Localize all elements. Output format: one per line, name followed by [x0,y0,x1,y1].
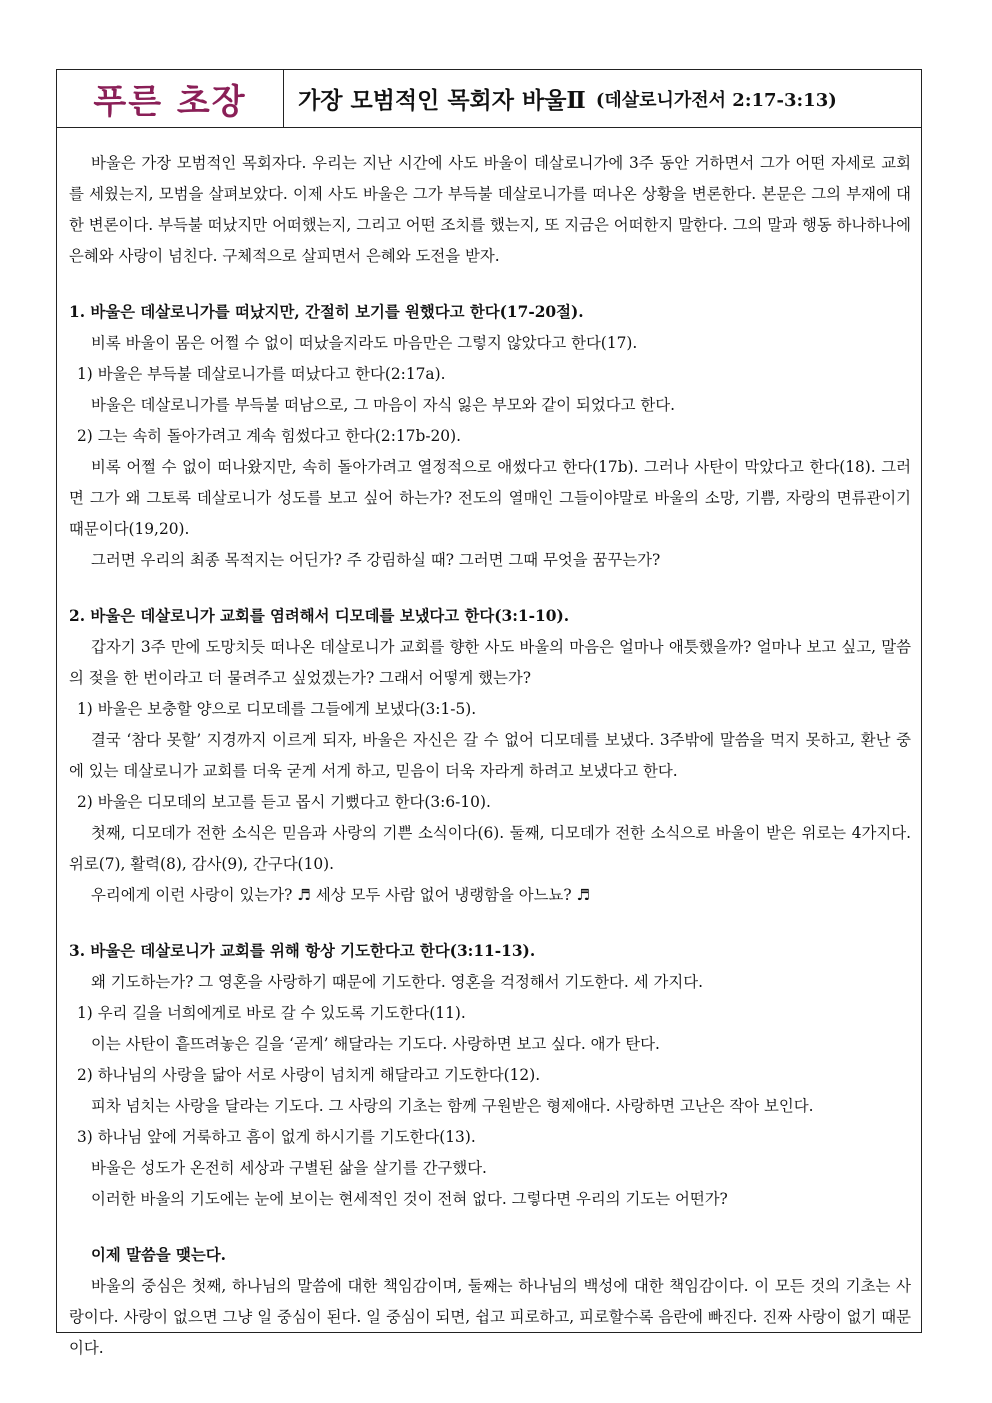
paragraph: 이러한 바울의 기도에는 눈에 보이는 현세적인 것이 전혀 없다. 그렇다면 우리의 기도는 어떤가? [91,1190,728,1208]
subpoint: 1) 바울은 보충할 양으로 디모데를 그들에게 보냈다(3:1-5). [77,700,477,718]
subpoint: 2) 하나님의 사랑을 닮아 서로 사랑이 넘치게 해달라고 기도한다(12). [77,1066,541,1084]
section-heading: 2. 바울은 데살로니가 교회를 염려해서 디모데를 보냈다고 한다(3:1-10). [69,607,570,625]
intro-paragraph: 바울은 가장 모범적인 목회자다. 우리는 지난 시간에 사도 바울이 데살로니가에 3주 동안 거하면서 그가 어떤 자세로 교회를 세웠는지, 모범을 살펴보았다. 이제 사도 바울은 그가 부득불 데살로니가를 떠나온 상황을 변론한다. 본문은 그의 부재에 대한 변론이다. 부득불 떠났지만 어떠했는지, 그리고 어떤 조치를 했는지, 또 지금은 어떠한지 말한다. 그의 말과 행동 하나하나에 은혜와 사랑이 넘친다. 구체적으로 살피면서 은혜와 도전을 받자. [69,154,911,265]
section-3 [69,936,911,1215]
conclusion-heading: 이제 말씀을 맺는다. [91,1246,227,1264]
paragraph: 비록 어쩔 수 없이 떠나왔지만, 속히 돌아가려고 열정적으로 애썼다고 한다(17b). 그러나 사탄이 막았다고 한다(18). 그러면 그가 왜 그토록 데살로니가 성도를 보고 싶어 하는가? 전도의 열매인 그들이야말로 바울의 소망, 기쁨, 자랑의 면류관이기 때문이다(19,20). [69,458,911,538]
paragraph: 갑자기 3주 만에 도망치듯 떠나온 데살로니가 교회를 향한 사도 바울의 마음은 얼마나 애틋했을까? 얼마나 보고 싶고, 말씀의 젖을 한 번이라고 더 물려주고 싶었겠는가? 그래서 어떻게 했는가? [69,638,911,687]
paragraph: 그러면 우리의 최종 목적지는 어딘가? 주 강림하실 때? 그러면 그때 무엇을 꿈꾸는가? [91,551,661,569]
subpoint: 1) 우리 길을 너희에게로 바로 갈 수 있도록 기도한다(11). [77,1004,466,1022]
subpoint: 1) 바울은 부득불 데살로니가를 떠났다고 한다(2:17a). [77,365,446,383]
conclusion-paragraph: 바울의 중심은 첫째, 하나님의 말씀에 대한 책임감이며, 둘째는 하나님의 백성에 대한 책임감이다. 이 모든 것의 기초는 사랑이다. 사랑이 없으면 그냥 일 중심이 된다. 일 중심이 되면, 쉽고 피로하고, 피로할수록 음란에 빠진다. 진짜 사랑이 없기 때문이다. [69,1277,911,1357]
scripture-reference: (데살로니가전서 2:17-3:13) [595,89,837,111]
subpoint: 3) 하나님 앞에 거룩하고 흠이 없게 하시기를 기도한다(13). [77,1128,476,1146]
header [57,70,921,128]
paragraph: 첫째, 디모데가 전한 소식은 믿음과 사랑의 기쁜 소식이다(6). 둘째, 디모데가 전한 소식으로 바울이 받은 위로는 4가지다. 위로(7), 활력(8), 감사(9), 간구다(10). [69,824,911,873]
section-1 [69,297,911,576]
sermon-title-text: 가장 모범적인 목회자 바울Ⅱ [298,87,586,114]
paragraph: 왜 기도하는가? 그 영혼을 사랑하기 때문에 기도한다. 영혼을 걱정해서 기도한다. 세 가지다. [91,973,703,991]
sermon-title [284,70,921,127]
paragraph: 바울은 데살로니가를 부득불 떠남으로, 그 마음이 자식 잃은 부모와 같이 되었다고 한다. [91,396,675,414]
subpoint: 2) 그는 속히 돌아가려고 계속 힘썼다고 한다(2:17b-20). [77,427,461,445]
paragraph: 우리에게 이런 사랑이 있는가? ♬ 세상 모두 사람 없어 냉랭함을 아느뇨? ♬ [91,886,591,904]
paragraph: 바울은 성도가 온전히 세상과 구별된 삶을 살기를 간구했다. [91,1159,487,1177]
sermon-body [57,128,921,1364]
paragraph: 피차 넘치는 사랑을 달라는 기도다. 그 사랑의 기초는 함께 구원받은 형제애다. 사랑하면 고난은 작아 보인다. [91,1097,814,1115]
page-frame [56,69,922,1357]
section-heading: 1. 바울은 데살로니가를 떠났지만, 간절히 보기를 원했다고 한다(17-20절). [69,303,584,321]
subpoint: 2) 바울은 디모데의 보고를 듣고 몹시 기뻤다고 한다(3:6-10). [77,793,491,811]
paragraph: 비록 바울이 몸은 어쩔 수 없이 떠났을지라도 마음만은 그렇지 않았다고 한다(17). [91,334,638,352]
section-2 [69,601,911,911]
brand-title: 푸른 초장 [57,70,284,127]
section-heading: 3. 바울은 데살로니가 교회를 위해 항상 기도한다고 한다(3:11-13). [69,942,536,960]
paragraph: 이는 사탄이 흩뜨려놓은 길을 ‘곧게’ 해달라는 기도다. 사랑하면 보고 싶다. 애가 탄다. [91,1035,660,1053]
paragraph: 결국 ‘참다 못할’ 지경까지 이르게 되자, 바울은 자신은 갈 수 없어 디모데를 보냈다. 3주밖에 말씀을 먹지 못하고, 환난 중에 있는 데살로니가 교회를 더욱 굳게 서게 하고, 믿음이 더욱 자라게 하려고 보냈다고 한다. [69,731,911,780]
conclusion [69,1240,911,1364]
